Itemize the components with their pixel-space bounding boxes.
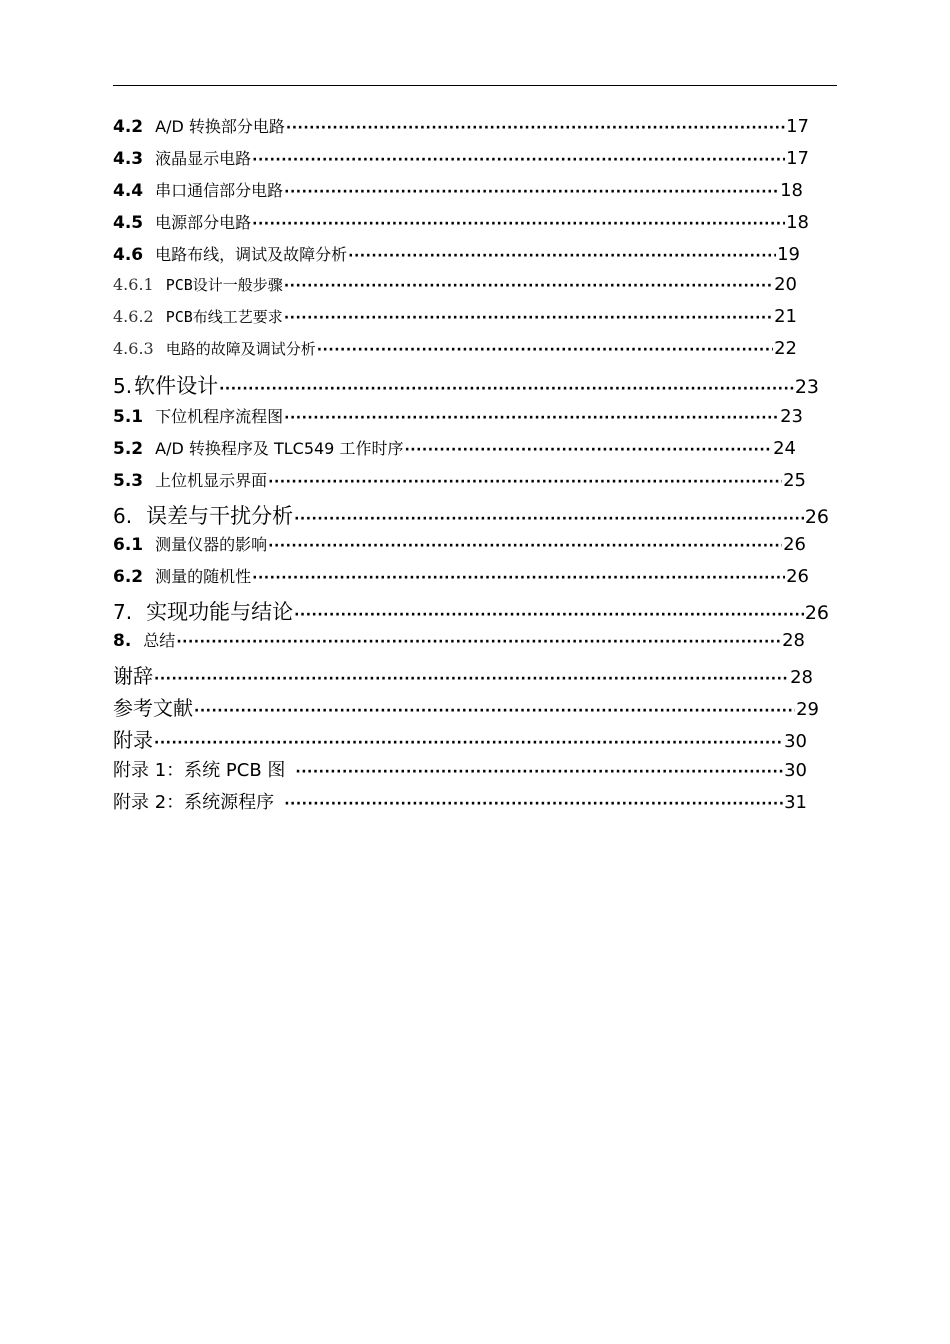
toc-section-number: 5.3: [113, 471, 144, 491]
toc-section-number: 6.1: [113, 535, 144, 555]
toc-entry[interactable]: [113, 756, 807, 786]
toc-page-number: 26: [786, 566, 809, 587]
toc-title: 附录 1：系统 PCB 图: [113, 760, 286, 781]
dot-leader: [252, 570, 785, 586]
toc-entry[interactable]: [113, 146, 809, 176]
dot-leader: [284, 410, 779, 426]
toc-entry[interactable]: [113, 788, 807, 818]
toc-entry[interactable]: [113, 532, 806, 562]
toc-page-number: 25: [783, 470, 806, 491]
toc-section-number: 6.2: [113, 567, 144, 587]
dot-leader: [286, 120, 785, 136]
toc-section-number: 4.3: [113, 149, 144, 169]
toc-section-number: 5.1: [113, 407, 144, 427]
toc-title: 电路的故障及调试分析: [165, 340, 316, 358]
toc-entry[interactable]: [113, 564, 809, 594]
dot-leader: [252, 152, 785, 168]
toc-section-number: 4.4: [113, 181, 144, 201]
toc-title: A/D 转换部分电路: [155, 117, 285, 136]
toc-entry[interactable]: [113, 436, 796, 466]
toc-title: 参考文献: [113, 696, 193, 720]
toc-section-number: 6.: [113, 504, 133, 528]
toc-title: 总结: [143, 631, 176, 650]
toc-page-number: 26: [804, 506, 829, 528]
dot-leader: [268, 538, 782, 554]
toc-page-number: 17: [786, 116, 809, 137]
dot-leader: [268, 474, 782, 490]
toc-page-number: 23: [780, 406, 803, 427]
toc-entry[interactable]: [113, 596, 829, 626]
toc-section-number: 4.6.1: [113, 275, 154, 294]
dot-leader: [404, 442, 772, 458]
toc-title: 测量的随机性: [155, 567, 252, 586]
dot-leader: [284, 278, 773, 294]
dot-leader: [219, 381, 794, 397]
toc-page-number: 29: [796, 699, 819, 720]
toc-page-number: 19: [777, 244, 800, 265]
toc-title: 软件设计: [134, 374, 219, 398]
toc-page-number: 22: [774, 338, 797, 359]
toc-section-number: 4.5: [113, 213, 144, 233]
toc-title: 电源部分电路: [155, 213, 252, 232]
dot-leader: [295, 764, 783, 780]
toc-title: 上位机显示界面: [155, 471, 268, 490]
toc-page-number: 18: [780, 180, 803, 201]
toc-title: 液晶显示电路: [155, 149, 252, 168]
toc-entry[interactable]: [113, 500, 829, 530]
toc-title: A/D 转换程序及 TLC549 工作时序: [155, 439, 404, 458]
toc-entry[interactable]: [113, 114, 809, 144]
toc-page-number: 24: [773, 438, 796, 459]
dot-leader: [194, 703, 795, 719]
toc-section-number: 5.2: [113, 439, 144, 459]
toc-title: 电路布线，调试及故障分析: [155, 245, 348, 264]
toc-title: 附录 2：系统源程序: [113, 792, 275, 813]
toc-section-number: 4.6: [113, 245, 144, 265]
toc-page-number: 23: [794, 376, 819, 398]
dot-leader: [176, 634, 781, 650]
toc-page-number: 28: [782, 630, 805, 651]
toc-section-number: 8.: [113, 631, 132, 651]
toc-title: 下位机程序流程图: [155, 407, 284, 426]
toc-title: 谢辞: [113, 664, 153, 688]
toc-page-number: 26: [804, 602, 829, 624]
dot-leader: [154, 735, 783, 751]
dot-leader: [284, 184, 779, 200]
toc-section-number: 4.6.2: [113, 307, 154, 326]
toc-page-number: 26: [783, 534, 806, 555]
toc-page-number: 30: [784, 731, 807, 752]
toc-entry[interactable]: [113, 306, 797, 336]
toc-entry[interactable]: [113, 692, 819, 722]
toc-entry[interactable]: [113, 274, 797, 304]
toc-page-number: 31: [784, 792, 807, 813]
toc-entry[interactable]: [113, 370, 819, 400]
toc-entry[interactable]: [113, 210, 809, 240]
toc-entry[interactable]: [113, 724, 807, 754]
dot-leader: [284, 310, 773, 326]
toc-entry[interactable]: [113, 338, 797, 368]
toc-page-number: 21: [774, 306, 797, 327]
toc-title: 误差与干扰分析: [146, 504, 294, 528]
dot-leader: [348, 248, 776, 264]
header-rule: [113, 85, 837, 86]
toc-title: PCB布线工艺要求: [165, 308, 283, 326]
toc-section-number: 7.: [113, 600, 133, 624]
toc-entry[interactable]: [113, 242, 800, 272]
toc-page-number: 17: [786, 148, 809, 169]
toc-title: 附录: [113, 728, 153, 752]
toc-title: 测量仪器的影响: [155, 535, 268, 554]
toc-page-number: 20: [774, 274, 797, 295]
toc-title: 实现功能与结论: [146, 600, 294, 624]
toc-entry[interactable]: [113, 178, 803, 208]
dot-leader: [252, 216, 785, 232]
toc-entry[interactable]: [113, 404, 803, 434]
toc-page-number: 28: [790, 667, 813, 688]
dot-leader: [294, 511, 804, 527]
dot-leader: [294, 607, 804, 623]
toc-title: 串口通信部分电路: [155, 181, 284, 200]
toc-page-number: 18: [786, 212, 809, 233]
toc-entry[interactable]: [113, 628, 805, 658]
toc-entry[interactable]: [113, 660, 813, 690]
toc-section-number: 4.2: [113, 117, 144, 137]
toc-section-number: 5.: [113, 374, 133, 398]
dot-leader: [154, 671, 789, 687]
toc-title: PCB设计一般步骤: [165, 276, 283, 294]
toc-section-number: 4.6.3: [113, 339, 154, 358]
dot-leader: [317, 342, 773, 358]
toc-entry[interactable]: [113, 468, 806, 498]
dot-leader: [284, 796, 783, 812]
toc-page-number: 30: [784, 760, 807, 781]
